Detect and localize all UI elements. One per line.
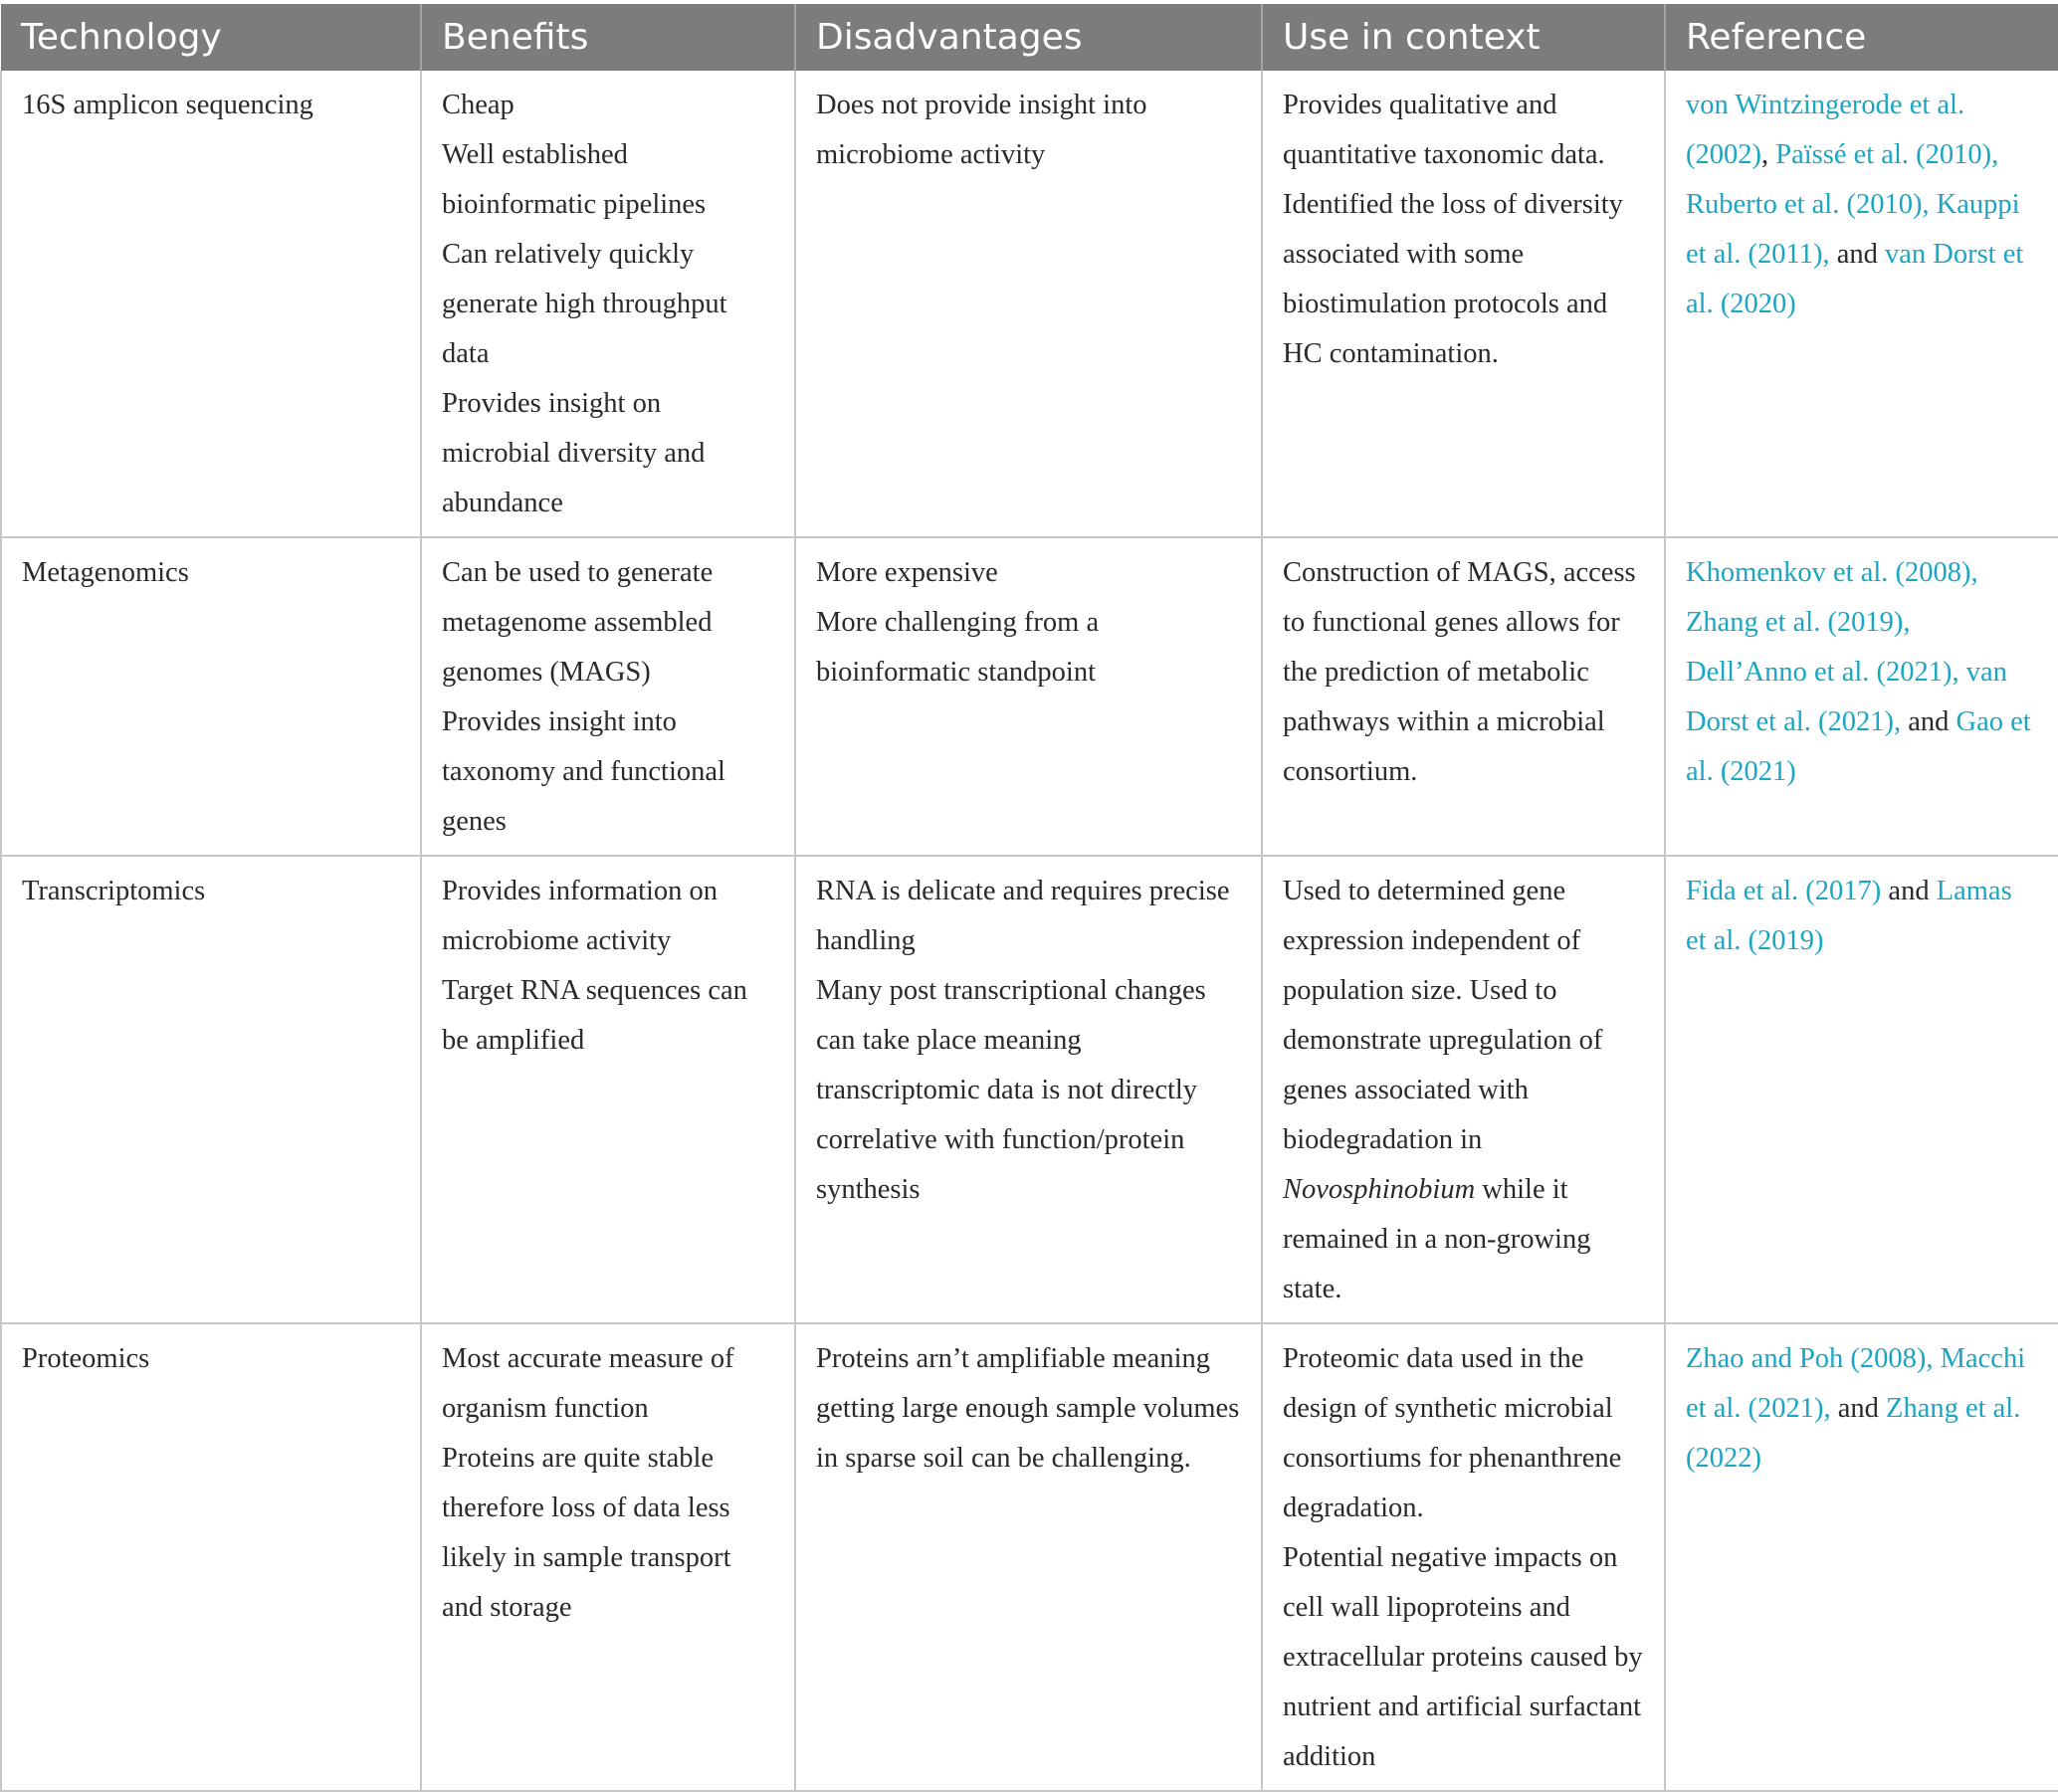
- use-in-context-text: Provides qualitative and quantitative taxonomic data. Identified the loss of diversity associated with some biostimulation protocols and HC contamination.: [1283, 90, 1623, 369]
- reference-link[interactable]: Dell’Anno et al. (2021),: [1686, 657, 1959, 688]
- reference-cell: [1665, 71, 2058, 537]
- benefit-item: Provides information on microbiome activity: [442, 876, 719, 956]
- reference-separator: and: [1881, 876, 1937, 906]
- disadvantage-item: Does not provide insight into microbiome activity: [816, 90, 1147, 170]
- technology-name: Transcriptomics: [22, 876, 206, 906]
- use-in-context-cell: [1262, 71, 1665, 537]
- table-row: [1, 537, 2058, 856]
- use-in-context-text: Proteomic data used in the design of synthetic microbial consortiums for phenanthrene degradation.: [1283, 1343, 1622, 1523]
- technology-cell: [1, 71, 421, 537]
- disadvantage-item: More challenging from a bioinformatic standpoint: [816, 607, 1100, 688]
- reference-cell: [1665, 1323, 2058, 1791]
- reference-link[interactable]: Lamas et al. (2019): [1686, 876, 2012, 956]
- reference-link[interactable]: Zhang et al. (2022): [1686, 1393, 2021, 1474]
- reference-link[interactable]: Ruberto et al. (2010),: [1686, 189, 1930, 220]
- table-row: [1, 1323, 2058, 1791]
- benefits-cell: [421, 71, 795, 537]
- header-disadvantages: Disadvantages: [795, 4, 1262, 71]
- use-in-context-cell: [1262, 1323, 1665, 1791]
- use-in-context-text: Construction of MAGS, access to functional genes allows for the prediction of metabolic pathways within a microbial consortium.: [1283, 557, 1636, 787]
- header-reference: Reference: [1665, 4, 2058, 71]
- table-header: [1, 4, 2058, 71]
- reference-link[interactable]: von Wintzingerode et al. (2002): [1686, 90, 1965, 170]
- header-technology: Technology: [1, 4, 421, 71]
- disadvantage-item: Proteins arn’t amplifiable meaning getting large enough sample volumes in sparse soil can be challenging.: [816, 1343, 1240, 1474]
- comparison-table: [0, 4, 2058, 1792]
- benefits-cell: [421, 856, 795, 1323]
- reference-link[interactable]: Kauppi et al. (2011),: [1686, 189, 2020, 270]
- use-in-context-text: Potential negative impacts on cell wall lipoproteins and extracellular proteins caused by nutrient and artificial surfactant addition: [1283, 1542, 1643, 1772]
- reference-separator: and: [1830, 1393, 1887, 1424]
- table-row: [1, 856, 2058, 1323]
- benefit-item: Target RNA sequences can be amplified: [442, 975, 747, 1056]
- reference-link[interactable]: Gao et al. (2021): [1686, 706, 2031, 787]
- reference-link[interactable]: Macchi et al. (2021),: [1686, 1343, 2026, 1424]
- reference-separator: ,: [1760, 139, 1776, 170]
- disadvantage-item: More expensive: [816, 557, 998, 588]
- reference-link[interactable]: Zhang et al. (2019),: [1686, 607, 1911, 638]
- technology-cell: [1, 537, 421, 856]
- benefit-item: Well established bioinformatic pipelines: [442, 139, 707, 220]
- table-row: [1, 71, 2058, 537]
- benefit-item: Provides insight into taxonomy and functional genes: [442, 706, 725, 837]
- disadvantages-cell: [795, 537, 1262, 856]
- disadvantages-cell: [795, 856, 1262, 1323]
- benefit-item: Can be used to generate metagenome assembled genomes (MAGS): [442, 557, 714, 688]
- reference-link[interactable]: van Dorst et al. (2021),: [1686, 657, 2007, 737]
- benefit-item: Can relatively quickly generate high throughput data: [442, 239, 727, 369]
- disadvantage-item: RNA is delicate and requires precise handling: [816, 876, 1230, 956]
- disadvantages-cell: [795, 1323, 1262, 1791]
- disadvantage-item: Many post transcriptional changes can take place meaning transcriptomic data is not directly correlative with function/protein synthesis: [816, 975, 1206, 1205]
- reference-link[interactable]: van Dorst et al. (2020): [1686, 239, 2024, 319]
- reference-cell: [1665, 856, 2058, 1323]
- technology-name: 16S amplicon sequencing: [22, 90, 313, 120]
- benefits-cell: [421, 537, 795, 856]
- benefit-item: Cheap: [442, 90, 514, 120]
- technology-cell: [1, 856, 421, 1323]
- use-in-context-cell: [1262, 537, 1665, 856]
- benefits-cell: [421, 1323, 795, 1791]
- header-use-in-context: Use in context: [1262, 4, 1665, 71]
- technology-cell: [1, 1323, 421, 1791]
- use-in-context-cell: [1262, 856, 1665, 1323]
- disadvantages-cell: [795, 71, 1262, 537]
- reference-link[interactable]: Khomenkov et al. (2008),: [1686, 557, 1978, 588]
- reference-cell: [1665, 537, 2058, 856]
- benefit-item: Most accurate measure of organism function: [442, 1343, 734, 1424]
- reference-separator: [1934, 1343, 1941, 1374]
- reference-link[interactable]: Fida et al. (2017): [1686, 876, 1882, 906]
- benefit-item: Provides insight on microbial diversity and abundance: [442, 388, 706, 518]
- reference-separator: [1930, 189, 1937, 220]
- technology-name: Metagenomics: [22, 557, 189, 588]
- benefit-item: Proteins are quite stable therefore loss of data less likely in sample transport and storage: [442, 1443, 731, 1623]
- use-in-context-text: Used to determined gene expression independent of population size. Used to demonstrate upregulation of genes associated with biodegradation in: [1283, 876, 1603, 1155]
- header-benefits: Benefits: [421, 4, 795, 71]
- reference-separator: and: [1829, 239, 1885, 270]
- use-in-context-text: while it remained in a non-growing state.: [1283, 1174, 1591, 1304]
- reference-separator: [1959, 657, 1966, 688]
- reference-separator: and: [1901, 706, 1956, 737]
- reference-link[interactable]: Païssé et al. (2010),: [1775, 139, 1999, 170]
- organism-name: Novosphinobium: [1283, 1174, 1476, 1205]
- reference-link[interactable]: Zhao and Poh (2008),: [1686, 1343, 1934, 1374]
- technology-name: Proteomics: [22, 1343, 150, 1374]
